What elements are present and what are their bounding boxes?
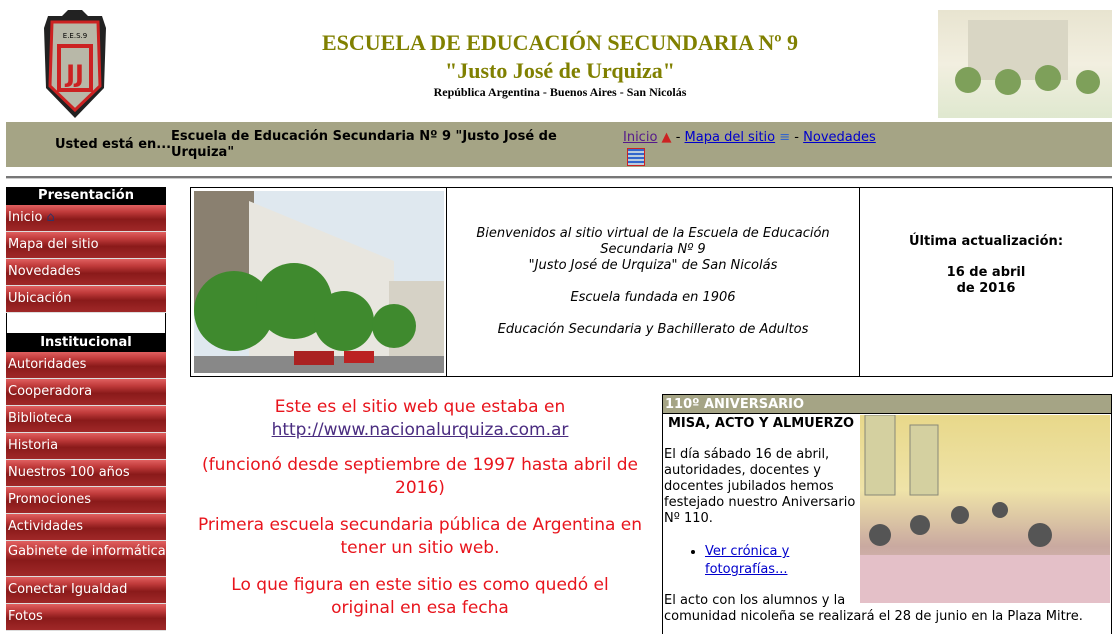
school-logo [42, 8, 108, 120]
home-icon: ⌂ [46, 210, 55, 225]
welcome-line: Educación Secundaria y Bachillerato de Adultos [497, 322, 809, 337]
breadcrumb-current: Escuela de Educación Secundaria Nº 9 "Justo José de Urquiza" [171, 129, 557, 160]
sidebar-item-biblioteca[interactable]: Biblioteca [6, 406, 166, 433]
sidebar-item-label: Inicio [8, 210, 43, 225]
link-inicio[interactable]: Inicio [623, 130, 658, 145]
last-update-date: 16 de abril de 2016 [946, 265, 1026, 296]
notice-1 [190, 396, 650, 442]
welcome-line: "Justo José de Urquiza" de San Nicolás [528, 258, 778, 273]
news-footer: El acto con los alumnos y la comunidad nicoleña se realizará el 28 de junio en la Plaza Mitre. [664, 593, 1083, 624]
header-painting [938, 10, 1112, 118]
link-novedades[interactable]: Novedades [803, 130, 876, 145]
news-body: El día sábado 16 de abril, autoridades, docentes y docentes jubilados hemos festejado nuestro Aniversario Nº 110. [664, 447, 856, 526]
sidebar-item-gabinete[interactable]: Gabinete de informática [6, 541, 166, 577]
site-subtitle: "Justo José de Urquiza" [445, 58, 675, 83]
news-box [662, 394, 1112, 634]
breadcrumb-bar [6, 122, 1112, 167]
sidebar-item-novedades[interactable]: Novedades [6, 259, 166, 286]
breadcrumb-separator: - [675, 130, 681, 145]
sidebar [6, 187, 166, 631]
list-icon: ≡ [779, 130, 791, 145]
news-link[interactable]: Ver crónica y fotografías... [705, 544, 790, 577]
breadcrumb-label: Usted está en... [55, 137, 172, 152]
news-list-icon [627, 148, 645, 166]
sidebar-item-ubicacion[interactable]: Ubicación [6, 286, 166, 313]
sidebar-item-promociones[interactable]: Promociones [6, 487, 166, 514]
news-header: 110º ANIVERSARIO [663, 395, 1111, 414]
news-photo [860, 415, 1110, 603]
sidebar-gap [6, 313, 166, 334]
last-update [860, 188, 1112, 376]
welcome-line: Bienvenidos al sitio virtual de la Escuela de Educación Secundaria Nº 9 [476, 226, 830, 257]
notice-3: Primera escuela secundaria pública de Argentina en tener un sitio web. [197, 515, 643, 558]
sidebar-item-inicio[interactable] [6, 205, 166, 232]
sidebar-item-conectar[interactable]: Conectar Igualdad [6, 577, 166, 604]
link-mapa[interactable]: Mapa del sitio [684, 130, 776, 145]
welcome-line: Escuela fundada en 1906 [570, 290, 736, 305]
site-location: República Argentina - Buenos Aires - San Nicolás [433, 85, 687, 99]
svg-text:E.E.S.9: E.E.S.9 [62, 32, 88, 40]
school-photo [191, 188, 447, 376]
sidebar-item-cooperadora[interactable]: Cooperadora [6, 379, 166, 406]
notice-1-text: Este es el sitio web que estaba en [274, 397, 566, 417]
sidebar-item-historia[interactable]: Historia [6, 433, 166, 460]
svg-text:JJ: JJ [66, 60, 84, 88]
notice-4: Lo que figura en este sitio es como quedó el original en esa fecha [231, 575, 609, 618]
news-title: MISA, ACTO Y ALMUERZO [668, 416, 855, 431]
divider [6, 176, 1112, 179]
house-icon: ▲ [661, 130, 672, 145]
sidebar-item-autoridades[interactable]: Autoridades [6, 352, 166, 379]
welcome-text [447, 188, 860, 376]
sidebar-heading: Institucional [6, 334, 166, 352]
site-title: ESCUELA DE EDUCACIÓN SECUNDARIA Nº 9 [321, 30, 799, 55]
sidebar-heading: Presentación [6, 187, 166, 205]
old-site-link[interactable]: http://www.nacionalurquiza.com.ar [271, 420, 569, 440]
breadcrumb-separator: - [794, 130, 799, 145]
sidebar-item-100-anos[interactable]: Nuestros 100 años [6, 460, 166, 487]
last-update-label: Última actualización: [908, 234, 1064, 249]
sidebar-item-fotos[interactable]: Fotos [6, 604, 166, 631]
welcome-table [190, 187, 1113, 377]
breadcrumb-links [623, 130, 876, 145]
sidebar-item-mapa[interactable]: Mapa del sitio [6, 232, 166, 259]
notice-2: (funcionó desde septiembre de 1997 hasta abril de 2016) [202, 455, 638, 498]
sidebar-item-actividades[interactable]: Actividades [6, 514, 166, 541]
